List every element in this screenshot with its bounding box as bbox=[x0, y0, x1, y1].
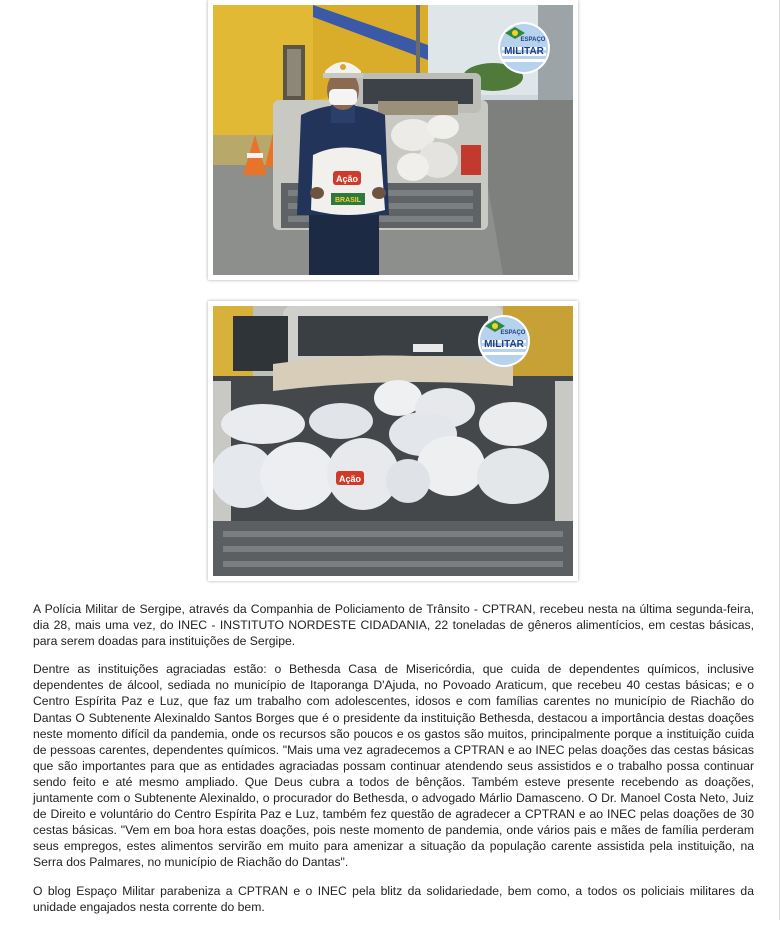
espaco-militar-logo bbox=[478, 315, 530, 367]
watermark-line1: ESPAÇO bbox=[500, 330, 526, 336]
article-paragraph: Dentre as instituições agraciadas estão: o Bethesda Casa de Misericórdia, que cuida de dependentes químicos, inclusive dependentes de álcool, sediada no município de Itaporanga D'Ajuda, no Povoado Araticum, que recebeu 40 cestas básicas; e o Centro Espírita Paz e Luz, que faz um trabalho com adolescentes, idosos e com famílias carentes no município de Riachão do Dantas O Subtenente Alexinaldo Santos Borges que é o presidente da instituição Bethesda, destacou a importância destas doações neste momento difícil da pandemia, onde os recursos são poucos e os gastos são muitos, principalmente porque a instituição cuida de pessoas carentes, dependentes químicos. "Mais uma vez agradecemos a CPTRAN e ao INEC pelas doações das cestas básicas que são importantes para que as entidades agraciadas possam continuar atendendo seus assistidos e o trabalho possa continuar sendo feito e até mesmo ampliado. Que Deus cubra a todos de bênçãos. Também esteve presente recebendo as doações, juntamente com o Subtenente Alexinaldo, o procurador do Bethesda, o advogado Márlio Damasceno. O Dr. Manoel Costa Neto, Juiz de Direito e voluntário do Centro Espírita Paz e Luz, também fez questão de agradecer a CPTRAN e ao INEC pelas doações de 30 cestas básicas. "Vem em boa hora estas doações, pois neste momento de pandemia, onde vários pais e mães de família perderam seus empregos, estes alimentos servirão em muito para amenizar a situação da população carente assistida pela instituição, na Serra dos Palmares, no município de Riachão do Dantas". bbox=[33, 662, 754, 870]
article-body bbox=[33, 601, 754, 927]
bag-print-top: Ação bbox=[335, 174, 359, 184]
article-paragraph: O blog Espaço Militar parabeniza a CPTRAN e o INEC pela blitz da solidariedade, bem como, a todos os policiais militares da unidade engajados nesta corrente do bem. bbox=[33, 883, 754, 914]
photo-truck-bed-image bbox=[213, 306, 573, 576]
article-paragraph: A Polícia Militar de Sergipe, através da Companhia de Policiamento de Trânsito - CPTRAN, recebeu nesta na última segunda-feira, dia 28, mais uma vez, do INEC - INSTITUTO NORDESTE CIDADANIA, 22 toneladas de gêneros alimentícios, em cestas básicas, para serem doadas para instituições de Sergipe. bbox=[33, 602, 754, 649]
photo-officer-image bbox=[213, 5, 573, 275]
photo-truck-bed-donations bbox=[208, 301, 578, 581]
espaco-militar-logo bbox=[498, 22, 550, 74]
bag-print-bottom: BRASIL bbox=[334, 197, 362, 204]
watermark-line2: MILITAR bbox=[484, 339, 524, 350]
watermark-line2: MILITAR bbox=[504, 46, 544, 57]
watermark-line1: ESPAÇO bbox=[520, 37, 546, 43]
page-right-border bbox=[779, 0, 780, 920]
bag-print-top: Ação bbox=[338, 474, 362, 484]
photo-officer-with-donation bbox=[208, 0, 578, 280]
